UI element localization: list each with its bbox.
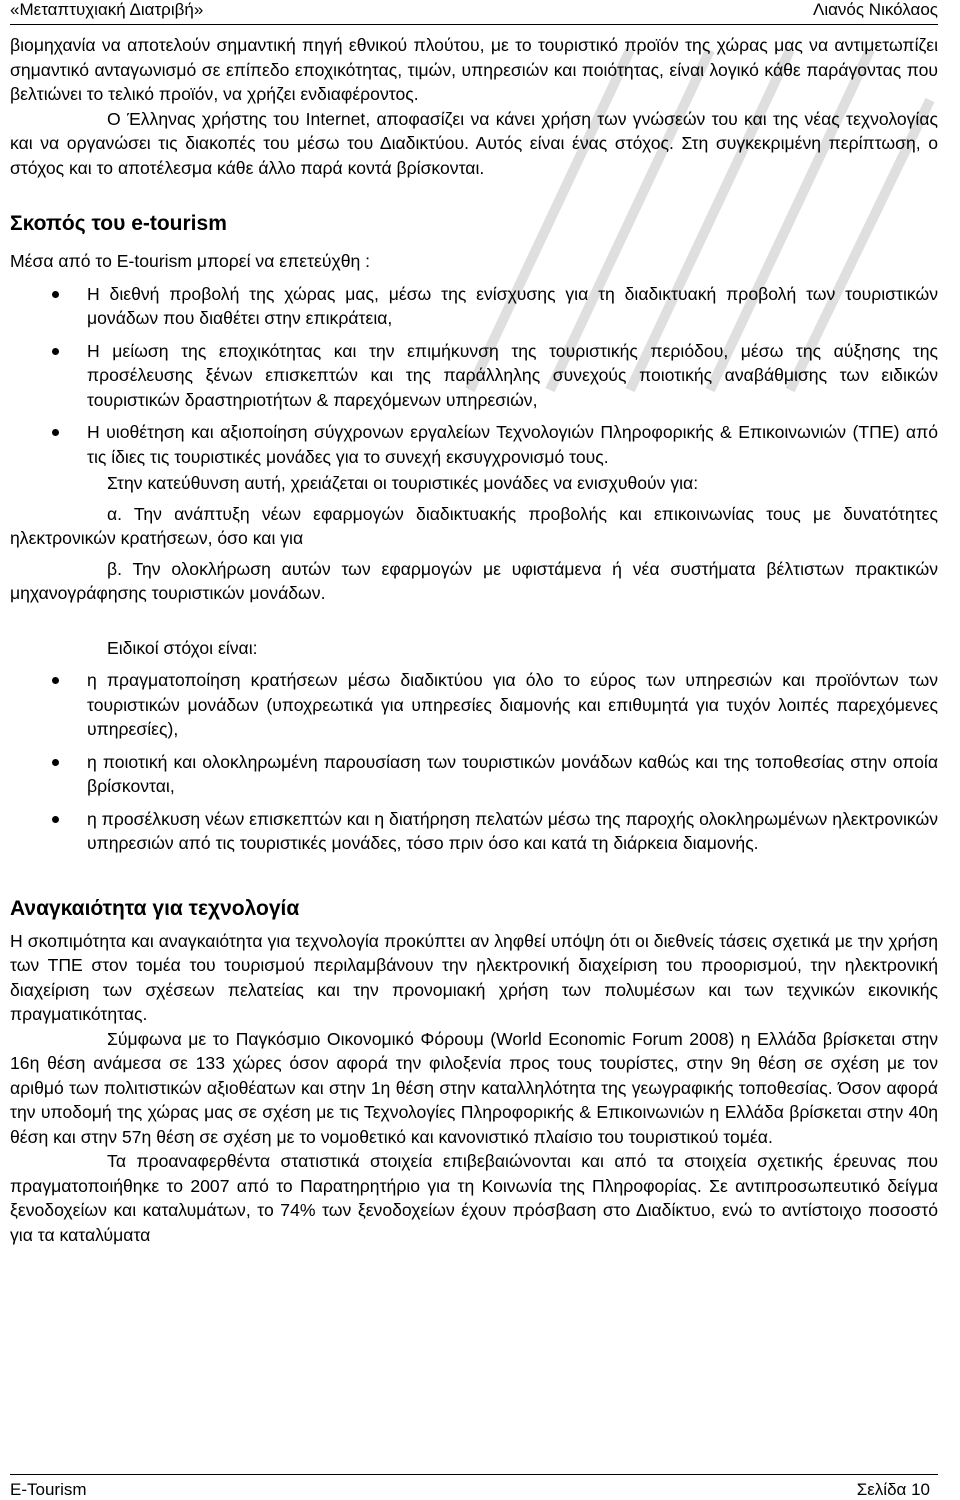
section-heading: Σκοπός του e-tourism [10,212,227,235]
section-lead: Μέσα από το E-tourism μπορεί να επετεύχθη : [10,251,371,271]
page-header [10,0,938,25]
specific-goals-lead: Ειδικοί στόχοι είναι: [107,637,258,658]
list-item: Η μείωση της εποχικότητας και την επιμήκυνση της τουριστικής περιόδου, μέσω της αύξησης της προσέλευσης ξένων επισκεπτών και της παράλληλης συνεχούς ποιοτικής αναβάθμισης των ειδικών τουριστικών δραστηριοτήτων & παρεχόμενων υπηρεσιών, [10,339,938,413]
thesis-title: «Μεταπτυχιακή Διατριβή» [10,0,204,19]
list-item: η ποιοτική και ολοκληρωμένη παρουσίαση των τουριστικών μονάδων καθώς και της τοποθεσίας στην οποία βρίσκονται, [10,750,938,799]
footer-title: E-Tourism [10,1480,87,1499]
body-paragraph: Η σκοπιμότητα και αναγκαιότητα για τεχνολογία προκύπτει αν ληφθεί υπόψη ότι οι διεθνείς τάσεις σχετικά με την χρήση των ΤΠΕ στον τομέα του τουρισμού περιλαμβάνουν την ηλεκτρονική διαχείριση του προορισμού, την ηλεκτρονική διαχείριση των σχέσεων πελατείας και την προνομιακή χρήση των πολυμέσων και των τεχνικών εικονικής πραγματικότητας. [10,930,938,1024]
author-name: Λιανός Νικόλαος [812,0,938,19]
specific-goals-list [10,668,938,856]
direction-paragraph: Στην κατεύθυνση αυτή, χρειάζεται οι τουριστικές μονάδες να ενισχυθούν για: [107,473,699,493]
section-heading: Αναγκαιότητα για τεχνολογία [10,896,300,920]
page-number: Σελίδα 10 [856,1480,930,1499]
intro-paragraph: βιομηχανία να αποτελούν σημαντική πηγή εθνικού πλούτου, με το τουριστικό προϊόν της χώρας μας να αντιμετωπίζει σημαντικό ανταγωνισμό σε επίπεδο εποχικότητας, τιμών, υπηρεσιών και ποιότητας, είναι λογικό κάθε παράγοντας που βελτιώνει το τελικό προϊόν, να χρήζει ενδιαφέροντος. [10,35,938,104]
alpha-paragraph: α. Την ανάπτυξη νέων εφαρμογών διαδικτυακής προβολής και επικοινωνίας τους με δυνατότητες ηλεκτρονικών κρατήσεων, όσο και για [10,503,938,548]
list-item: η πραγματοποίηση κρατήσεων μέσω διαδικτύου για όλο το εύρος των υπηρεσιών και προϊόντων των τουριστικών μονάδων (υποχρεωτικά για υπηρεσίες διαμονής και επιθυμητά για τυχόν λοιπές παρεχόμενες υπηρεσίες), [10,668,938,742]
list-item: Η υιοθέτηση και αξιοποίηση σύγχρονων εργαλείων Τεχνολογιών Πληροφορικής & Επικοινωνιών (ΤΠΕ) από τις ίδιες τις τουριστικές μονάδες για το συνεχή εκσυγχρονισμό τους. [10,420,938,469]
beta-paragraph: β. Την ολοκλήρωση αυτών των εφαρμογών με υφιστάμενα ή νέα συστήματα βέλτιστων πρακτικών μηχανογράφησης τουριστικών μονάδων. [10,558,938,603]
body-paragraph: Σύμφωνα με το Παγκόσμιο Οικονομικό Φόρουμ (World Economic Forum 2008) η Ελλάδα βρίσκεται στην 16η θέση ανάμεσα σε 133 χώρες όσον αφορά την φιλοξενία προς τους τουρίστες, στην 9η θέση σε σχέση με τον αριθμό των πολιτιστικών αξιοθέατων και στην 1η θέση στην καταλληλότητα της γεωγραφικής τοποθεσίας. Όσον αφορά την υποδομή της χώρας μας σε σχέση με τις Τεχνολογίες Πληροφορικής & Επικοινωνιών η Ελλάδα βρίσκεται στην 40η θέση και στην 57η θέση σε σχέση με το νομοθετικό και κανονιστικό πλαίσιο του τουριστικού τομέα. [10,1028,938,1147]
page-content [10,33,938,1247]
list-item: Η διεθνή προβολή της χώρας μας, μέσω της ενίσχυσης για τη διαδικτυακή προβολή των τουριστικών μονάδων που διαθέτει στην επικράτεια, [10,282,938,331]
list-item: η προσέλκυση νέων επισκεπτών και η διατήρηση πελατών μέσω της παροχής ολοκληρωμένων ηλεκτρονικών υπηρεσιών από τις τουριστικές μονάδες, τόσο πριν όσο και κατά τη διάρκεια διαμονής. [10,807,938,856]
goals-list [10,282,938,470]
body-paragraph: Τα προαναφερθέντα στατιστικά στοιχεία επιβεβαιώνονται και από τα στοιχεία σχετικής έρευνας που πραγματοποιήθηκε το 2007 από το Παρατηρητήριο για τη Κοινωνία της Πληροφορίας. Σε αντιπροσωπευτικό δείγμα ξενοδοχείων και καταλυμάτων, το 74% των ξενοδοχείων έχουν πρόσβαση στο Διαδίκτυο, ενώ το αντίστοιχο ποσοστό για τα καταλύματα [10,1151,938,1245]
intro-paragraph: Ο Έλληνας χρήστης του Internet, αποφασίζει να κάνει χρήση των γνώσεών του και της νέας τεχνολογίας και να οργανώσει τις διακοπές του μέσω του Διαδικτύου. Αυτός είναι ένας στόχος. Στη συγκεκριμένη περίπτωση, ο στόχος και το αποτέλεσμα κάθε άλλο παρά κοντά βρίσκονται. [10,108,938,178]
page-footer [10,1474,938,1499]
